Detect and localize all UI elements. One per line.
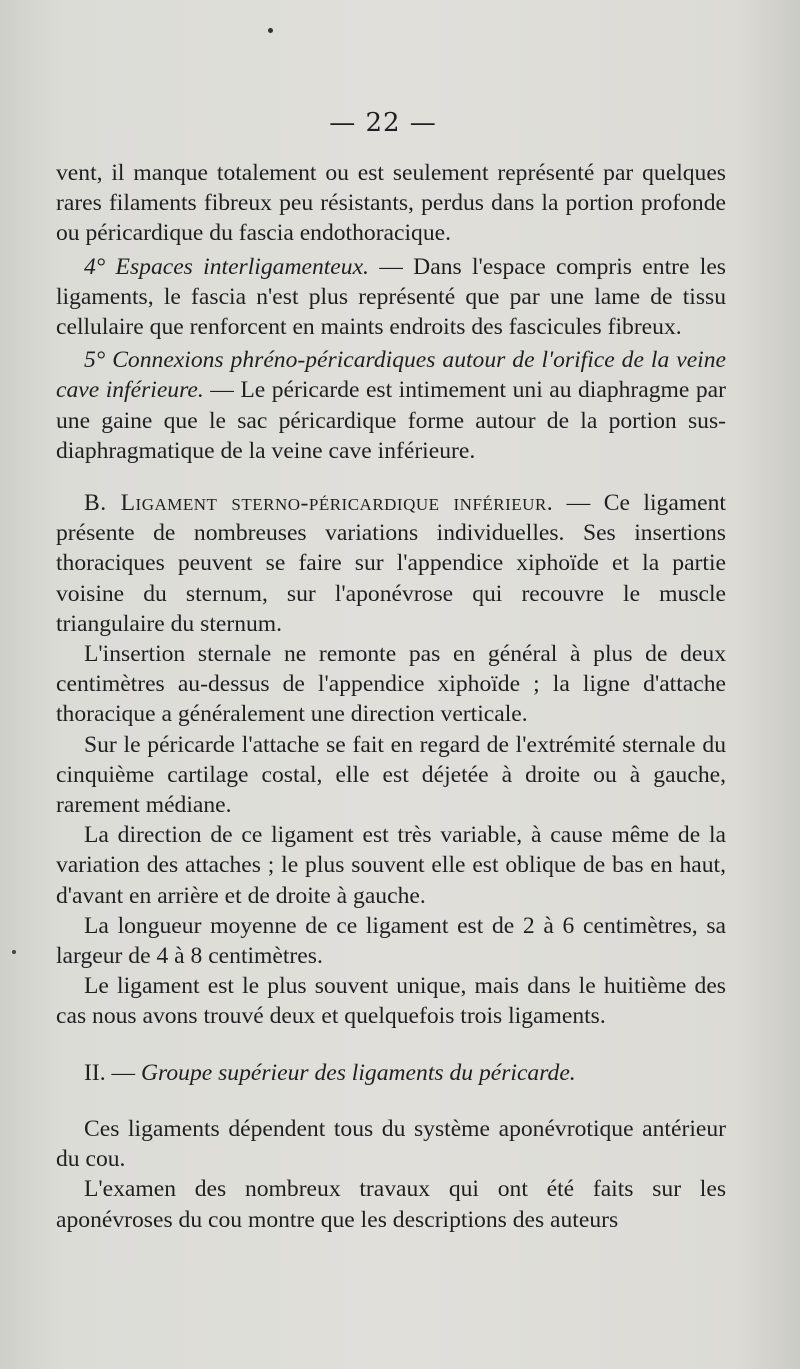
page-body xyxy=(56,158,726,1235)
paragraph-text: — Dans l'espace compris entre les ligaments, le fascia n'est plus représenté que par une lame de tissu cellulaire que renforcent en maints endroits des fascicules fibreux. xyxy=(56,253,726,341)
paragraph-connexions xyxy=(56,345,726,466)
paragraph-ligament-sterno xyxy=(56,488,726,639)
paragraph: La direction de ce ligament est très variable, à cause même de la variation des attaches ; le plus souvent elle est oblique de bas en haut, d'avant en arrière et de droite à gauche. xyxy=(56,822,726,909)
print-speck xyxy=(12,950,16,954)
section-heading xyxy=(56,1058,726,1088)
paragraph-text: — Le péricarde est intimement uni au diaphragme par une gaine que le sac péricardique forme autour de la portion sus-diaphragmatique de la veine cave inférieure. xyxy=(56,377,726,464)
paragraph: Ces ligaments dépendent tous du système aponévrotique antérieur du cou. xyxy=(56,1115,726,1173)
paragraph: Sur le péricarde l'attache se fait en regard de l'extrémité sternale du cinquième cartilage costal, elle est déjetée à droite ou à gauche, rarement médiane. xyxy=(56,731,726,819)
paragraph-espaces-interligamenteux xyxy=(56,252,726,343)
section-label: 5° Connexions phréno-péricardiques autour de l'orifice de la veine cave inférieure. xyxy=(56,347,726,404)
section-label: 4° Espaces interligamenteux. xyxy=(84,253,369,280)
paragraph: Le ligament est le plus souvent unique, mais dans le huitième des cas nous avons trouvé deux et quelquefois trois ligaments. xyxy=(56,973,726,1030)
print-speck xyxy=(268,28,273,33)
paragraph: L'insertion sternale ne remonte pas en général à plus de deux centimètres au-dessus de l'appendice xiphoïde ; la ligne d'attache thoracique a généralement une direction verticale. xyxy=(56,641,726,728)
page-number: — 22 — xyxy=(329,108,437,138)
paragraph: L'examen des nombreux travaux qui ont été faits sur les aponévroses du cou montre que les descriptions des auteurs xyxy=(56,1176,726,1233)
heading-number: II. — xyxy=(84,1059,142,1086)
paragraph-text: — Ce ligament présente de nombreuses variations individuelles. Ses insertions thoraciques peuvent se faire sur l'appendice xiphoïde et la partie voisine du sternum, sur l'aponévrose qui recouvre le muscle triangulaire du sternum. xyxy=(56,490,726,637)
heading-title: Groupe supérieur des ligaments du péricarde. xyxy=(141,1059,576,1086)
paragraph: La longueur moyenne de ce ligament est de 2 à 6 centimètres, sa largeur de 4 à 8 centimètres. xyxy=(56,912,726,970)
section-label: B. Ligament sterno-péricardique inférieur. xyxy=(84,490,554,517)
paragraph-continuation: vent, il manque totalement ou est seulement représenté par quelques rares filaments fibreux peu résistants, perdus dans la portion profonde ou péricardique du fascia endothoracique. xyxy=(56,160,726,247)
